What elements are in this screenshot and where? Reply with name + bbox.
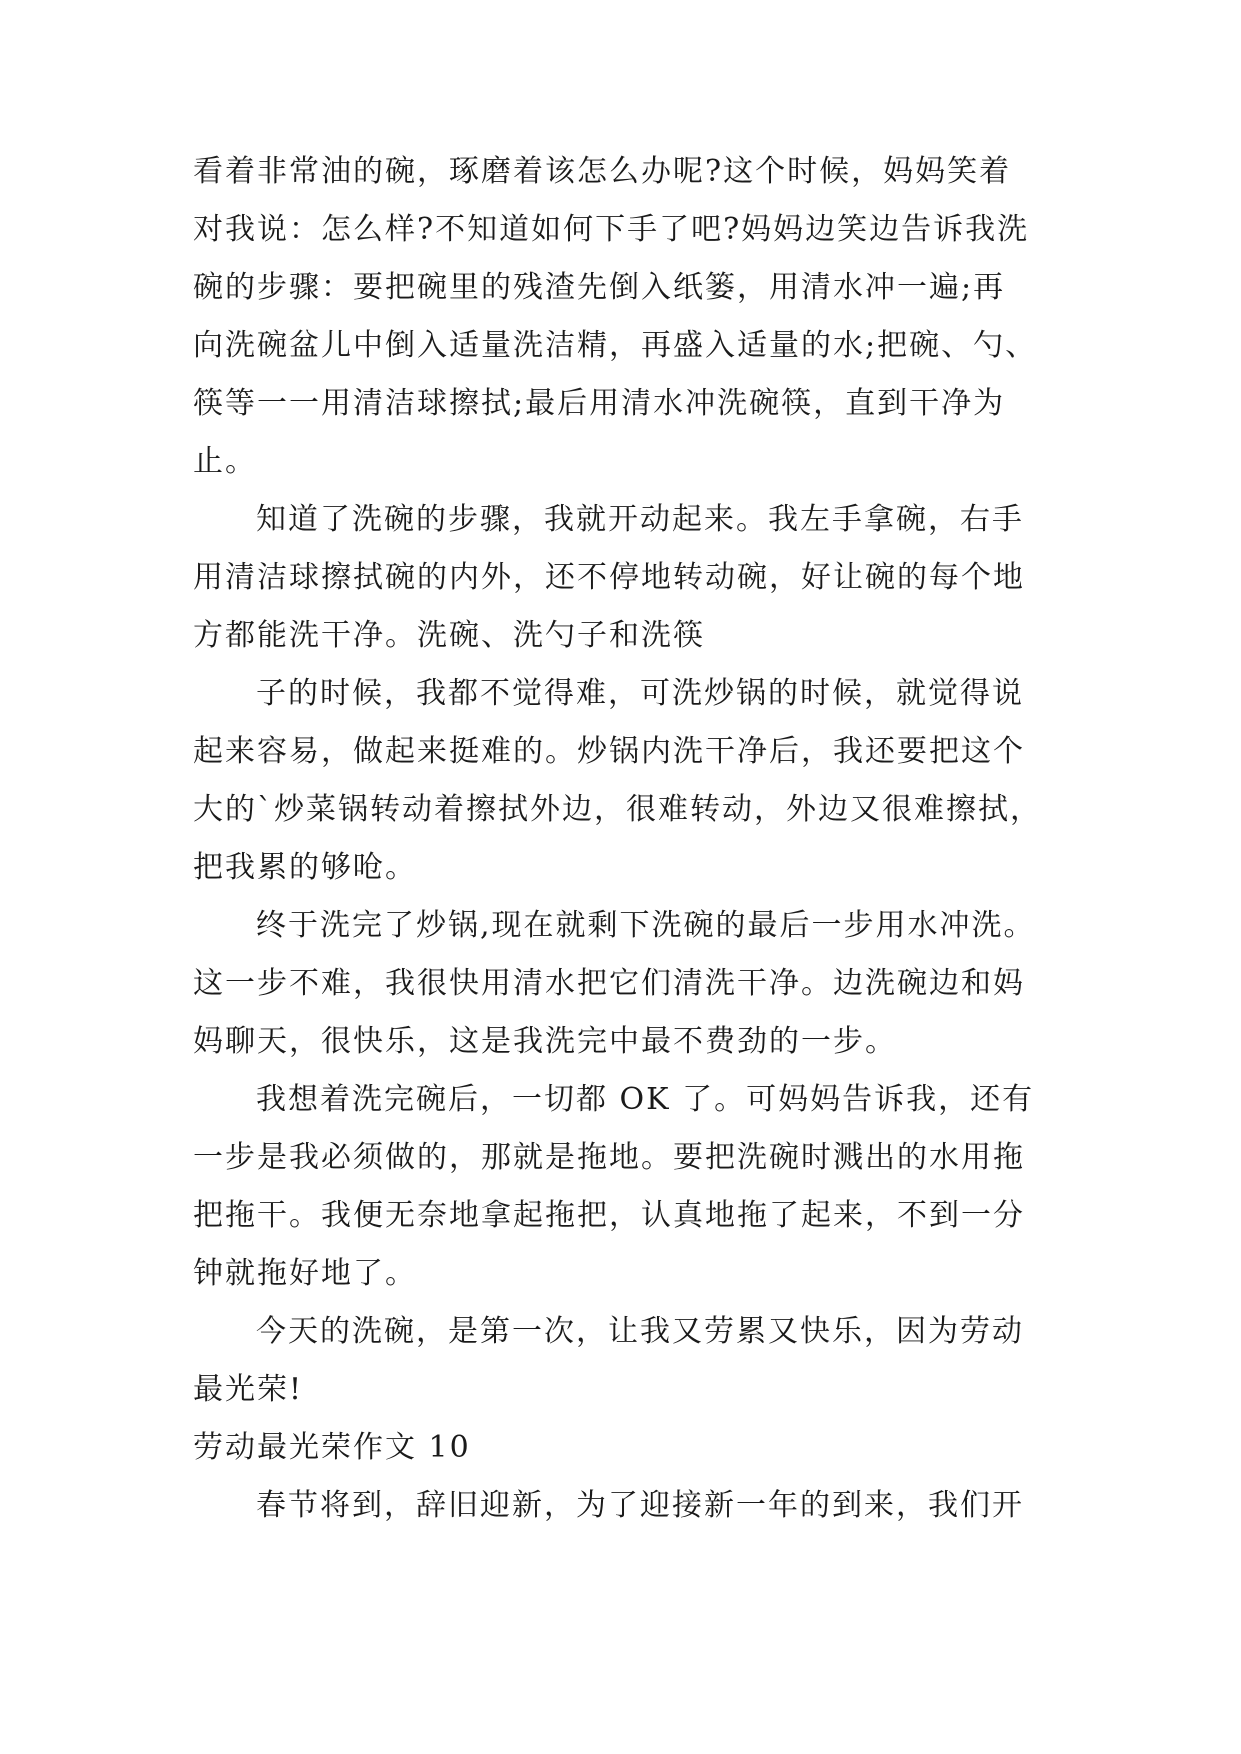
text-line: 妈聊天，很快乐，这是我洗完中最不费劲的一步。	[193, 1024, 897, 1059]
paragraph-start-line: 知道了洗碗的步骤，我就开动起来。我左手拿碗，右手	[256, 502, 1024, 537]
paragraph-start-line: 今天的洗碗，是第一次，让我又劳累又快乐，因为劳动	[256, 1314, 1024, 1349]
text-line: 对我说：怎么样?不知道如何下手了吧?妈妈边笑边告诉我洗	[193, 212, 1030, 247]
text-line: 起来容易，做起来挺难的。炒锅内洗干净后，我还要把这个	[193, 734, 1025, 769]
text-line: 筷等一一用清洁球擦拭;最后用清水冲洗碗筷，直到干净为	[193, 386, 1006, 421]
text-line: 这一步不难，我很快用清水把它们清洗干净。边洗碗边和妈	[193, 966, 1025, 1001]
paragraph-start-line: 终于洗完了炒锅,现在就剩下洗碗的最后一步用水冲洗。	[256, 908, 1036, 943]
text-line: 止。	[193, 444, 257, 479]
text-line: 方都能洗干净。洗碗、洗勺子和洗筷	[193, 618, 705, 653]
text-line: 碗的步骤：要把碗里的残渣先倒入纸篓，用清水冲一遍;再	[193, 270, 1006, 305]
text-line: 用清洁球擦拭碗的内外，还不停地转动碗，好让碗的每个地	[193, 560, 1025, 595]
paragraph-start-line: 子的时候，我都不觉得难，可洗炒锅的时候，就觉得说	[256, 676, 1024, 711]
text-line: 向洗碗盆儿中倒入适量洗洁精，再盛入适量的水;把碗、勺、	[193, 328, 1038, 363]
text-line: 最光荣!	[193, 1372, 304, 1407]
text-line: 把我累的够呛。	[193, 850, 417, 885]
essay-heading: 劳动最光荣作文 10	[193, 1430, 471, 1465]
paragraph-start-line: 我想着洗完碗后，一切都 OK 了。可妈妈告诉我，还有	[256, 1082, 1035, 1117]
text-line: 把拖干。我便无奈地拿起拖把，认真地拖了起来，不到一分	[193, 1198, 1025, 1233]
text-line: 看着非常油的碗，琢磨着该怎么办呢?这个时候，妈妈笑着	[193, 154, 1012, 189]
text-line: 钟就拖好地了。	[193, 1256, 417, 1291]
text-line: 大的`炒菜锅转动着擦拭外边，很难转动，外边又很难擦拭，	[193, 792, 1042, 827]
text-line: 一步是我必须做的，那就是拖地。要把洗碗时溅出的水用拖	[193, 1140, 1025, 1175]
paragraph-start-line: 春节将到，辞旧迎新，为了迎接新一年的到来，我们开	[256, 1488, 1024, 1523]
